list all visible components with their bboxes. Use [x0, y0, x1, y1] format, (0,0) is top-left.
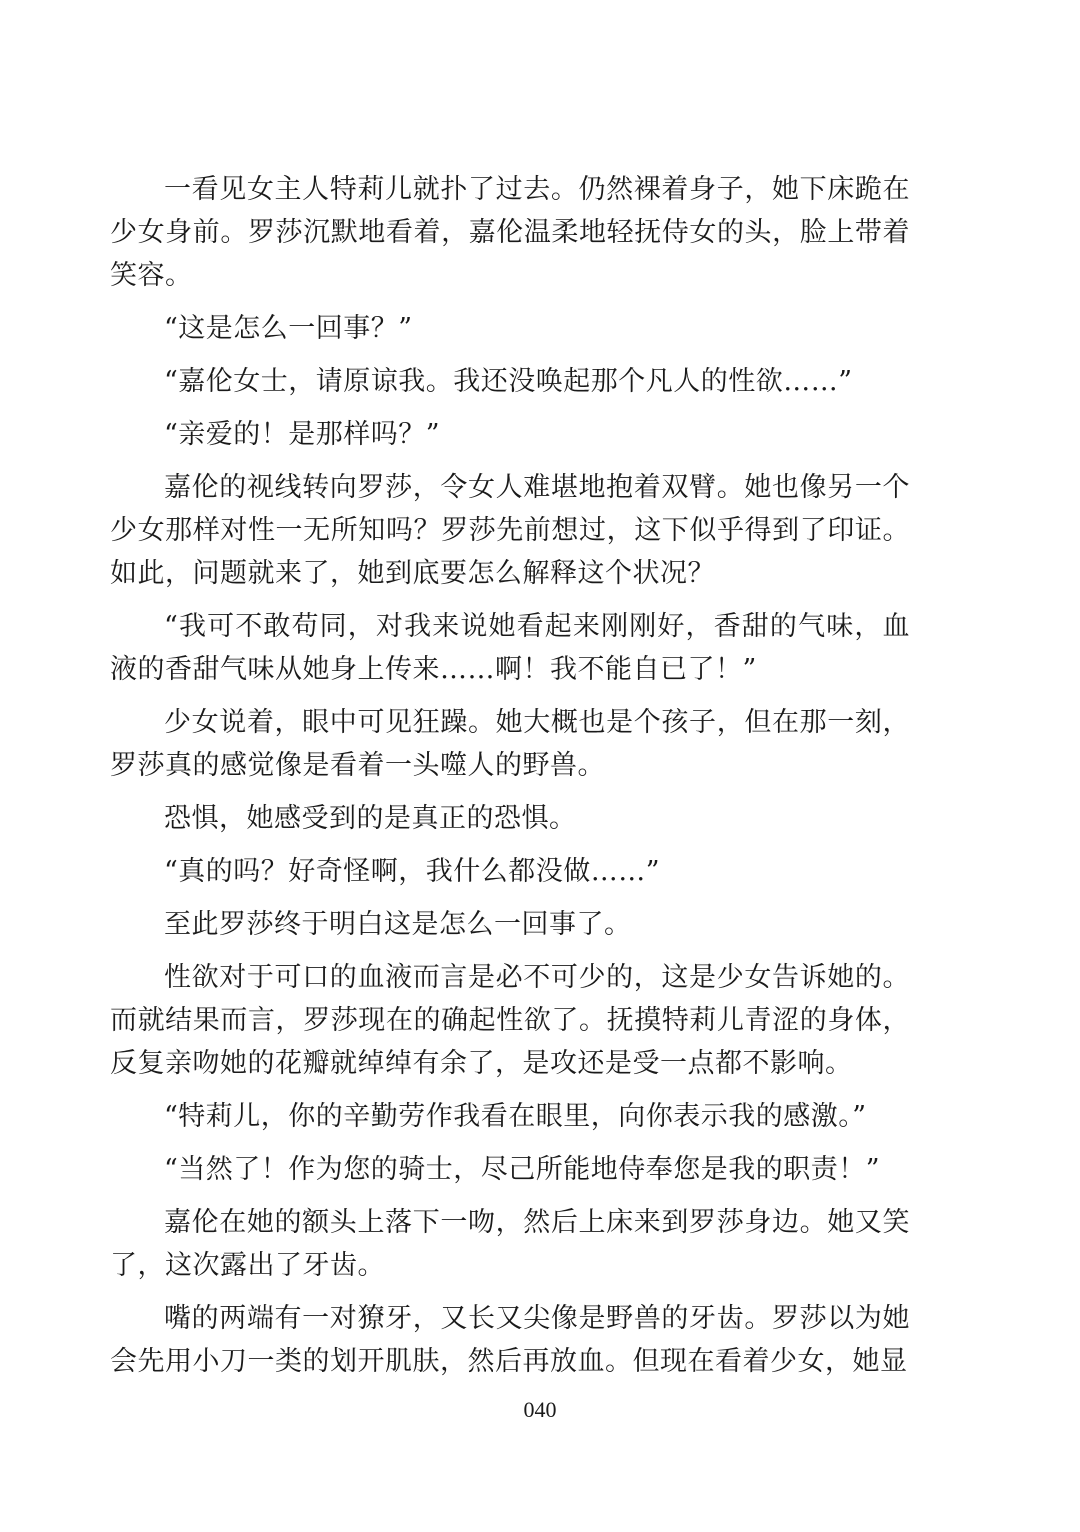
paragraph: 嘉伦的视线转向罗莎，令女人难堪地抱着双臂。她也像另一个少女那样对性一无所知吗？罗莎先前想过，这下似乎得到了印证。如此，问题就来了，她到底要怎么解释这个状况？: [110, 472, 910, 589]
paragraph: 一看见女主人特莉儿就扑了过去。仍然裸着身子，她下床跪在少女身前。罗莎沉默地看着，嘉伦温柔地轻抚侍女的头，脸上带着笑容。: [110, 174, 910, 291]
paragraph: “当然了！作为您的骑士，尽己所能地侍奉您是我的职责！”: [164, 1154, 881, 1185]
paragraph: 恐惧，她感受到的是真正的恐惧。: [164, 803, 577, 834]
paragraph: 嘴的两端有一对獠牙，又长又尖像是野兽的牙齿。罗莎以为她会先用小刀一类的划开肌肤，然后再放血。但现在看着少女，她显: [110, 1303, 910, 1377]
paragraph: 嘉伦在她的额头上落下一吻，然后上床来到罗莎身边。她又笑了，这次露出了牙齿。: [110, 1207, 910, 1281]
paragraph: “我可不敢苟同，对我来说她看起来刚刚好，香甜的气味，血液的香甜气味从她身上传来……啊！我不能自已了！”: [110, 611, 910, 685]
paragraph: “真的吗？好奇怪啊，我什么都没做……”: [164, 856, 661, 887]
paragraph: “亲爱的！是那样吗？”: [164, 419, 441, 450]
paragraph: 性欲对于可口的血液而言是必不可少的，这是少女告诉她的。而就结果而言，罗莎现在的确起性欲了。抚摸特莉儿青涩的身体，反复亲吻她的花瓣就绰绰有余了，是攻还是受一点都不影响。: [110, 962, 910, 1079]
paragraph: 至此罗莎终于明白这是怎么一回事了。: [164, 909, 632, 940]
paragraph: “特莉儿，你的辛勤劳作我看在眼里，向你表示我的感激。”: [164, 1101, 867, 1132]
paragraph: “嘉伦女士，请原谅我。我还没唤起那个凡人的性欲……”: [164, 366, 853, 397]
paragraph: “这是怎么一回事？”: [164, 313, 413, 344]
paragraph: 少女说着，眼中可见狂躁。她大概也是个孩子，但在那一刻，罗莎真的感觉像是看着一头噬人的野兽。: [110, 707, 910, 781]
page-number: 040: [523, 1397, 557, 1422]
text-body: [110, 168, 910, 1393]
